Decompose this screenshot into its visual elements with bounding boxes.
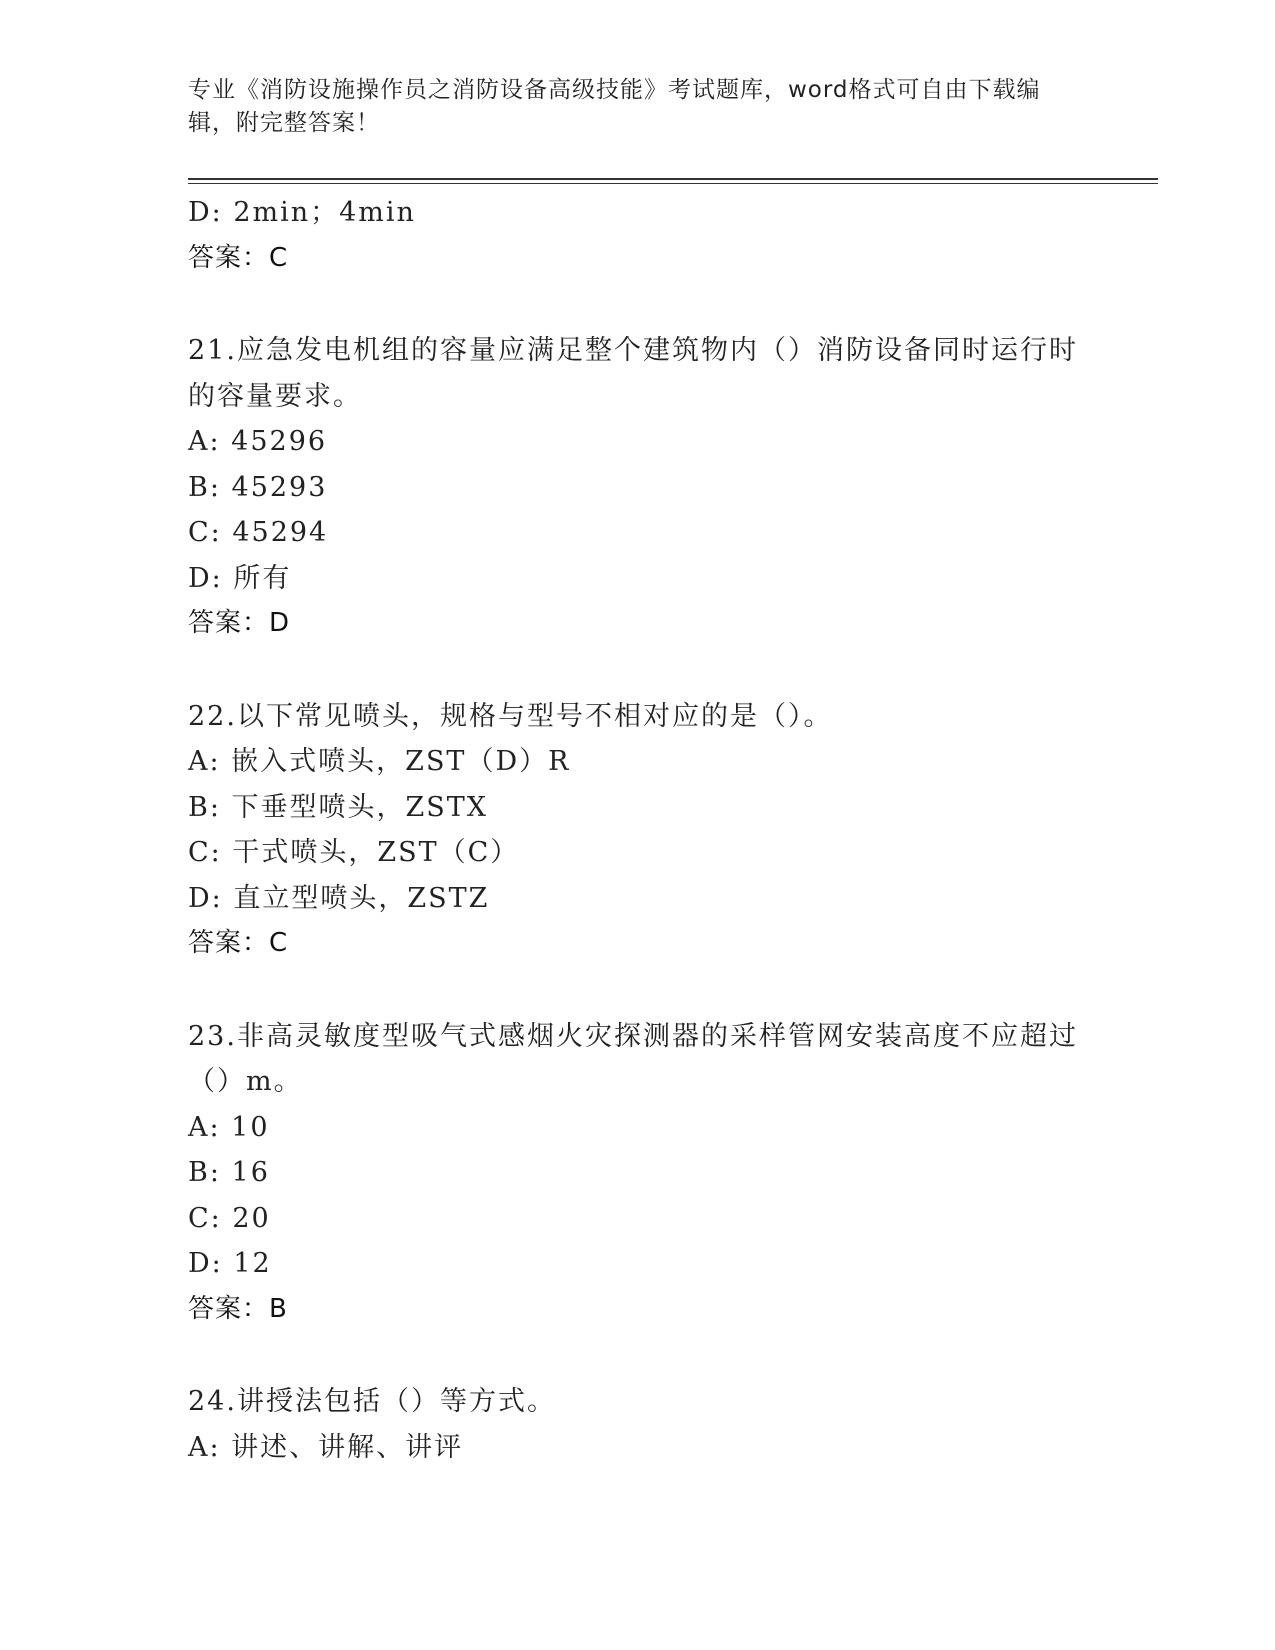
question-stem: 24.讲授法包括（）等方式。 xyxy=(188,1386,556,1417)
option-a: A: 45296 xyxy=(188,426,328,457)
option-d: D: 12 xyxy=(188,1248,272,1279)
answer-line: 答案：C xyxy=(188,242,289,273)
option-b: B: 45293 xyxy=(188,471,328,503)
option-a: A: 讲述、讲解、讲评 xyxy=(188,1431,464,1463)
option-b: B: 下垂型喷头，ZSTX xyxy=(188,791,489,823)
header-divider xyxy=(188,178,1158,180)
answer-line: 答案：C xyxy=(188,928,289,958)
option-a: A: 嵌入式喷头，ZST（D）R xyxy=(188,746,571,777)
option-a: A: 10 xyxy=(188,1111,270,1143)
answer-line: 答案：B xyxy=(188,1293,288,1324)
header-divider-thin xyxy=(188,183,1158,184)
option-d: D: 2min；4min xyxy=(188,197,416,228)
answer-line: 答案：D xyxy=(188,608,291,638)
question-list xyxy=(188,190,1088,1470)
option-c: C: 45294 xyxy=(188,517,329,548)
question-stem: 22.以下常见喷头，规格与型号不相对应的是（）。 xyxy=(188,700,833,732)
question-stem: 21.应急发电机组的容量应满足整个建筑物内（）消防设备同时运行时的容量要求。 xyxy=(188,335,1078,412)
option-b: B: 16 xyxy=(188,1157,270,1188)
option-d: D: 所有 xyxy=(188,562,292,594)
question-stem: 23.非高灵敏度型吸气式感烟火灾探测器的采样管网安装高度不应超过（）m。 xyxy=(188,1020,1078,1097)
option-d: D: 直立型喷头，ZSTZ xyxy=(188,882,490,914)
document-header: 专业《消防设施操作员之消防设备高级技能》考试题库，word格式可自由下载编辑，附完整答案！ xyxy=(188,77,1041,136)
option-c: C: 20 xyxy=(188,1202,271,1234)
option-c: C: 干式喷头，ZST（C） xyxy=(188,837,520,868)
